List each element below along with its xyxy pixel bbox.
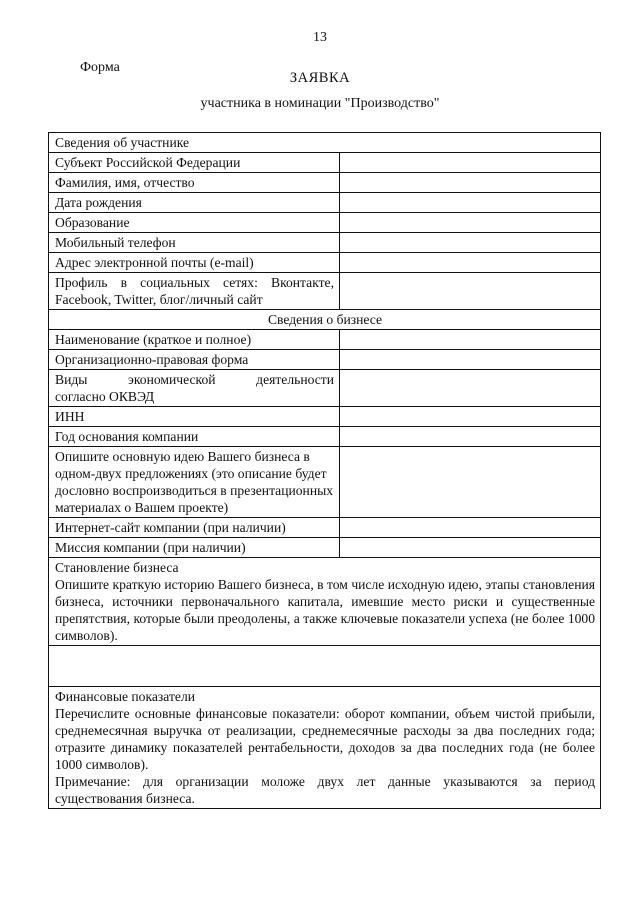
row-label: Фамилия, имя, отчество (49, 173, 340, 193)
table-row (49, 427, 601, 447)
row-label-okved (49, 370, 340, 407)
okved-word: деятельности (256, 372, 334, 387)
row-label: Опишите основную идею Вашего бизнеса в одном-двух предложениях (это описание будет дословно воспроизводиться в презентационных материалах о Вашем проекте) (49, 447, 340, 518)
formation-prompt-cell (49, 558, 601, 646)
table-row (49, 447, 601, 518)
founding-year-value-cell[interactable] (340, 427, 601, 447)
row-label: Год основания компании (49, 427, 340, 447)
mission-value-cell[interactable] (340, 538, 601, 558)
participant-section-header (49, 133, 601, 153)
table-row (49, 253, 601, 273)
row-label: ИНН (49, 407, 340, 427)
inn-value-cell[interactable] (340, 407, 601, 427)
page-number: 13 (313, 30, 327, 45)
okved-first-line (55, 371, 334, 388)
business-heading: Сведения о бизнесе (49, 310, 601, 330)
email-value-cell[interactable] (340, 253, 601, 273)
finance-section (49, 687, 601, 809)
business-section-header (49, 310, 601, 330)
birth-date-value-cell[interactable] (340, 193, 601, 213)
formation-instructions: Опишите краткую историю Вашего бизнеса, в том числе исходную идею, этапы становления бизнеса, источники первоначального капитала, имевшие место риски и существенные препятствия, которые были преодолены, а также ключевые показатели успеха (не более 1000 символов). (55, 577, 596, 643)
okved-value-cell[interactable] (340, 370, 601, 407)
social-profiles-value-cell[interactable] (340, 273, 601, 310)
row-label: Организационно-правовая форма (49, 350, 340, 370)
education-value-cell[interactable] (340, 213, 601, 233)
company-name-value-cell[interactable] (340, 330, 601, 350)
okved-word: экономической (128, 372, 216, 387)
legal-form-value-cell[interactable] (340, 350, 601, 370)
business-idea-value-cell[interactable] (340, 447, 601, 518)
finance-prompt-cell (49, 687, 601, 809)
table-row (49, 538, 601, 558)
row-label: Мобильный телефон (49, 233, 340, 253)
formation-section (49, 558, 601, 646)
row-label: Интернет-сайт компании (при наличии) (49, 518, 340, 538)
row-label: Наименование (краткое и полное) (49, 330, 340, 350)
row-label: Дата рождения (49, 193, 340, 213)
formation-heading: Становление бизнеса (55, 560, 179, 575)
table-row (49, 153, 601, 173)
document-subtitle: участника в номинации "Производство" (200, 96, 440, 111)
table-row (49, 330, 601, 350)
table-row (49, 213, 601, 233)
okved-second-line: согласно ОКВЭД (55, 389, 155, 404)
row-label: Адрес электронной почты (e-mail) (49, 253, 340, 273)
form-label: Форма (80, 60, 120, 75)
participant-heading: Сведения об участнике (49, 133, 601, 153)
application-form-table (48, 132, 601, 809)
website-value-cell[interactable] (340, 518, 601, 538)
mobile-phone-value-cell[interactable] (340, 233, 601, 253)
table-row (49, 370, 601, 407)
row-label: Субъект Российской Федерации (49, 153, 340, 173)
table-row (49, 233, 601, 253)
table-row (49, 273, 601, 310)
table-row (49, 350, 601, 370)
formation-answer-row (49, 646, 601, 687)
row-label: Образование (49, 213, 340, 233)
row-label: Миссия компании (при наличии) (49, 538, 340, 558)
finance-note: Примечание: для организации моложе двух лет данные указываются за период существования бизнеса. (55, 774, 596, 806)
full-name-value-cell[interactable] (340, 173, 601, 193)
finance-instructions: Перечислите основные финансовые показатели: оборот компании, объем чистой прибыли, среднемесячная выручка от реализации, среднемесячные расходы за два последних года; отразите динамику показателей рентабельности, доходов за два последних года (не более 1000 символов). (55, 706, 596, 772)
table-row (49, 193, 601, 213)
row-label: Профиль в социальных сетях: Вконтакте, Facebook, Twitter, блог/личный сайт (49, 273, 340, 310)
okved-word: Виды (55, 372, 88, 387)
finance-heading: Финансовые показатели (55, 689, 195, 704)
formation-answer-cell[interactable] (49, 646, 601, 687)
table-row (49, 173, 601, 193)
region-value-cell[interactable] (340, 153, 601, 173)
document-title: ЗАЯВКА (289, 70, 351, 86)
table-row (49, 518, 601, 538)
table-row (49, 407, 601, 427)
